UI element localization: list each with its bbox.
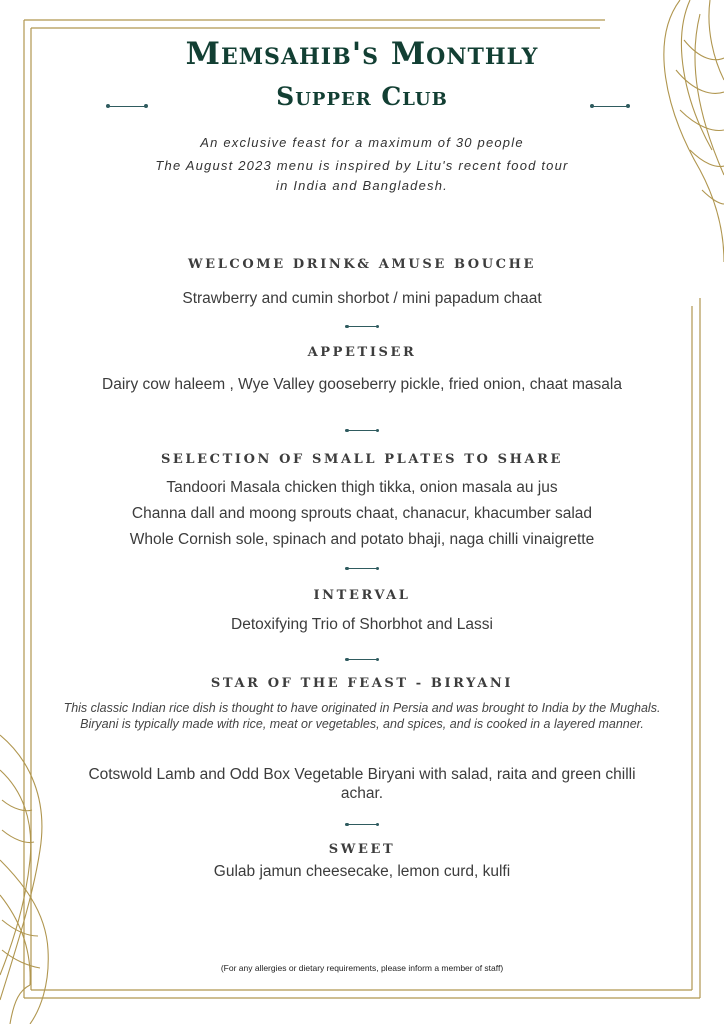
section-divider <box>346 430 378 431</box>
section-title-sweet: SWEET <box>328 842 396 857</box>
allergy-note: (For any allergies or dietary requirements, please inform a member of staff) <box>220 963 504 973</box>
menu-item: Strawberry and cumin shorbot / mini papadum chaat <box>182 290 542 307</box>
menu-item: Cotswold Lamb and Odd Box Vegetable Biryani with salad, raita and green chilli achar. <box>88 766 636 802</box>
section-divider <box>346 568 378 569</box>
intro-line-1: An exclusive feast for a maximum of 30 people <box>200 135 524 150</box>
section-title-welcome: WELCOME DRINK& AMUSE BOUCHE <box>187 257 536 272</box>
section-title-appetiser: APPETISER <box>307 345 417 360</box>
menu-item: Whole Cornish sole, spinach and potato bhaji, naga chilli vinaigrette <box>129 531 595 548</box>
section-divider <box>346 326 378 327</box>
section-title-biryani: STAR OF THE FEAST - BIRYANI <box>210 676 514 691</box>
section-title-small-plates: SELECTION OF SMALL PLATES TO SHARE <box>160 452 564 467</box>
page-title: Memsahib's Monthly <box>185 36 539 72</box>
section-divider <box>346 824 378 825</box>
biryani-description: This classic Indian rice dish is thought to have originated in Persia and was brought to India by the Mughals. Biryani is typically made with rice, meat or vegetables, and spices, and is cooked in a layered manner. <box>63 701 661 731</box>
intro-line-2: The August 2023 menu is inspired by Litu's recent food tour <box>155 158 569 173</box>
intro-line-3: in India and Bangladesh. <box>276 178 448 193</box>
menu-item: Dairy cow haleem , Wye Valley gooseberry pickle, fried onion, chaat masala <box>102 376 622 393</box>
menu-item: Tandoori Masala chicken thigh tikka, onion masala au jus <box>166 479 558 496</box>
menu-item: Detoxifying Trio of Shorbhot and Lassi <box>231 616 493 633</box>
section-title-interval: INTERVAL <box>313 588 411 603</box>
section-divider <box>346 659 378 660</box>
menu-item: Gulab jamun cheesecake, lemon curd, kulfi <box>213 863 511 880</box>
page-subtitle: Supper Club <box>276 82 448 111</box>
menu-item: Channa dall and moong sprouts chaat, chanacur, khacumber salad <box>131 505 593 522</box>
